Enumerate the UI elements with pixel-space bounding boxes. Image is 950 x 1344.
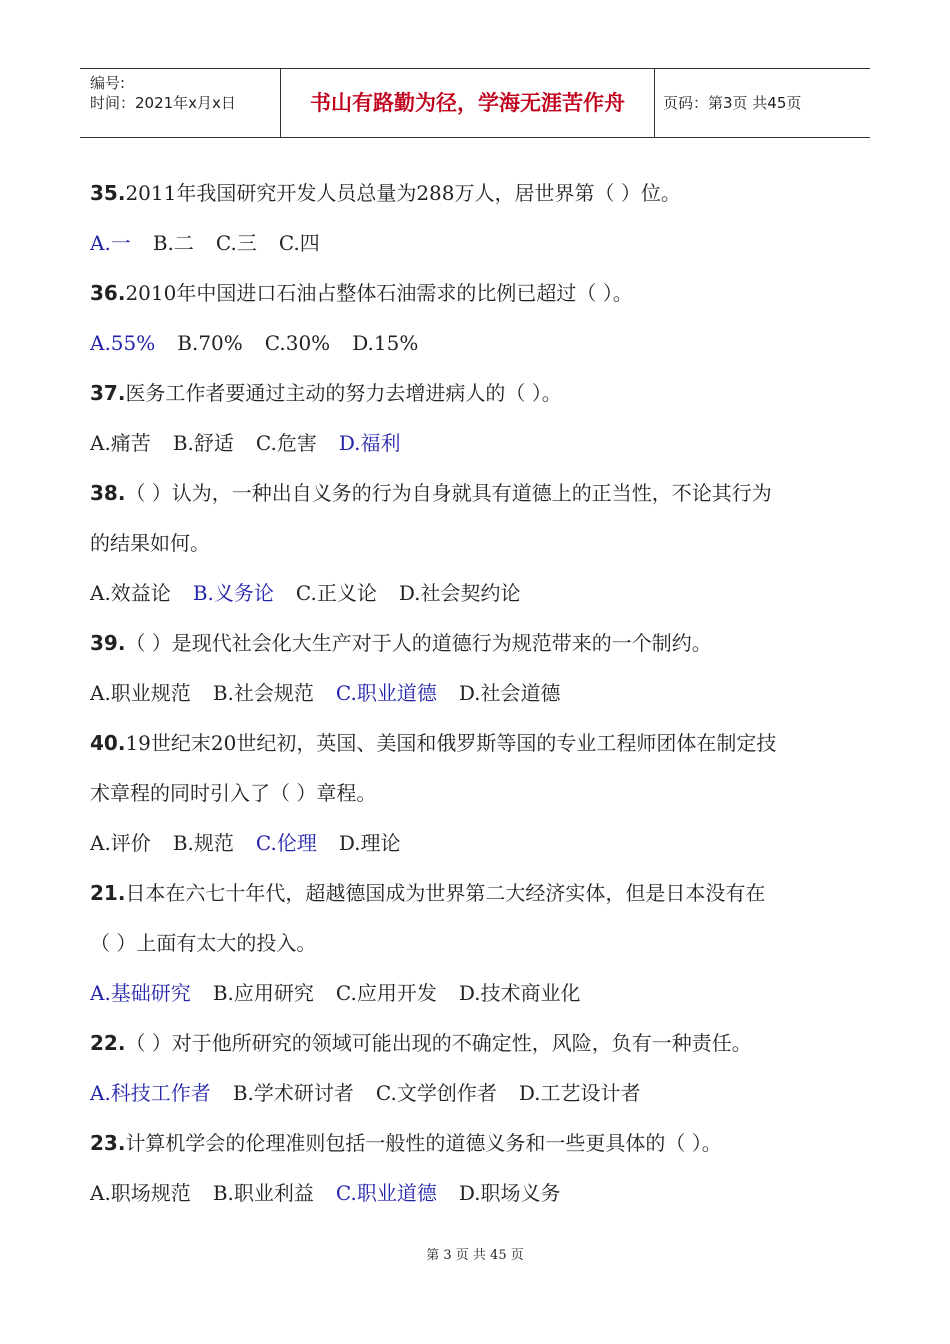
answer-options bbox=[90, 228, 870, 258]
question-number: 35. bbox=[90, 181, 126, 205]
question-text: 19世纪末20世纪初，英国、美国和俄罗斯等国的专业工程师团体在制定技 bbox=[125, 731, 777, 755]
question-stem bbox=[90, 718, 870, 768]
answer-option: B.舒适 bbox=[172, 431, 234, 455]
question-stem-continued bbox=[90, 918, 870, 968]
answer-options bbox=[90, 328, 870, 358]
answer-option: A.职场规范 bbox=[90, 1181, 191, 1205]
answer-option: C.30% bbox=[264, 331, 331, 355]
question-number: 23. bbox=[90, 1131, 126, 1155]
question-stem bbox=[90, 1018, 870, 1068]
answer-option: C.文学创作者 bbox=[375, 1081, 497, 1105]
answer-option-correct: A.一 bbox=[90, 231, 131, 255]
question-stem bbox=[90, 868, 870, 918]
question-text: 2010年中国进口石油占整体石油需求的比例已超过（ ）。 bbox=[125, 281, 633, 305]
serial-label: 编号: bbox=[90, 74, 126, 92]
answer-option: C.应用开发 bbox=[335, 981, 437, 1005]
answer-options bbox=[90, 978, 870, 1008]
question-text: （ ）是现代社会化大生产对于人的道德行为规范带来的一个制约。 bbox=[125, 631, 712, 655]
answer-options bbox=[90, 428, 870, 458]
question-number: 22. bbox=[90, 1031, 126, 1055]
answer-option: C.正义论 bbox=[295, 581, 377, 605]
page-footer: 第 3 页 共 45 页 bbox=[426, 1248, 524, 1263]
page-header bbox=[80, 68, 870, 138]
answer-option: C.四 bbox=[278, 231, 320, 255]
answer-options bbox=[90, 1078, 870, 1108]
question-number: 40. bbox=[90, 731, 126, 755]
answer-options bbox=[90, 828, 870, 858]
question-stem-continued bbox=[90, 518, 870, 568]
answer-option: A.效益论 bbox=[90, 581, 171, 605]
answer-option: B.职业利益 bbox=[212, 1181, 314, 1205]
question-text: 术章程的同时引入了（ ）章程。 bbox=[90, 781, 377, 805]
question-stem bbox=[90, 368, 870, 418]
answer-option: A.职业规范 bbox=[90, 681, 191, 705]
question-stem bbox=[90, 468, 870, 518]
answer-options bbox=[90, 578, 870, 608]
header-motto: 书山有路勤为径，学海无涯苦作舟 bbox=[280, 69, 655, 137]
answer-option: D.社会契约论 bbox=[398, 581, 521, 605]
answer-option-correct: C.职业道德 bbox=[335, 1181, 437, 1205]
answer-option: B.学术研讨者 bbox=[232, 1081, 354, 1105]
question-text: 医务工作者要通过主动的努力去增进病人的（ ）。 bbox=[125, 381, 562, 405]
question-text: 日本在六七十年代，超越德国成为世界第二大经济实体，但是日本没有在 bbox=[125, 881, 766, 905]
answer-options bbox=[90, 678, 870, 708]
question-number: 38. bbox=[90, 481, 126, 505]
header-page-info: 页码：第3页 共45页 bbox=[663, 94, 802, 112]
answer-option-correct: C.职业道德 bbox=[335, 681, 437, 705]
question-text: 计算机学会的伦理准则包括一般性的道德义务和一些更具体的（ ）。 bbox=[125, 1131, 722, 1155]
question-text: （ ）上面有太大的投入。 bbox=[90, 931, 317, 955]
question-stem bbox=[90, 1118, 870, 1168]
answer-option: D.理论 bbox=[338, 831, 401, 855]
answer-option: B.70% bbox=[177, 331, 243, 355]
answer-option-correct: C.伦理 bbox=[255, 831, 317, 855]
answer-option-correct: A.科技工作者 bbox=[90, 1081, 211, 1105]
header-meta bbox=[80, 69, 280, 137]
answer-option: A.痛苦 bbox=[90, 431, 151, 455]
date-label: 时间：2021年x月x日 bbox=[90, 94, 236, 112]
answer-option: D.职场义务 bbox=[458, 1181, 561, 1205]
question-stem bbox=[90, 618, 870, 668]
question-number: 39. bbox=[90, 631, 126, 655]
answer-option: B.应用研究 bbox=[212, 981, 314, 1005]
question-text: （ ）对于他所研究的领域可能出现的不确定性，风险，负有一种责任。 bbox=[125, 1031, 752, 1055]
answer-option-correct: A.55% bbox=[90, 331, 156, 355]
answer-option-correct: B.义务论 bbox=[192, 581, 274, 605]
answer-option: B.社会规范 bbox=[212, 681, 314, 705]
answer-option: D.15% bbox=[352, 331, 419, 355]
answer-options bbox=[90, 1178, 870, 1208]
question-text: 的结果如何。 bbox=[90, 531, 210, 555]
answer-option-correct: D.福利 bbox=[338, 431, 401, 455]
question-stem bbox=[90, 268, 870, 318]
answer-option: C.危害 bbox=[255, 431, 317, 455]
answer-option: A.评价 bbox=[90, 831, 151, 855]
answer-option: D.工艺设计者 bbox=[518, 1081, 641, 1105]
answer-option: D.技术商业化 bbox=[458, 981, 581, 1005]
question-stem bbox=[90, 168, 870, 218]
answer-option: D.社会道德 bbox=[458, 681, 561, 705]
answer-option: B.规范 bbox=[172, 831, 234, 855]
question-number: 37. bbox=[90, 381, 126, 405]
answer-option: B.二 bbox=[152, 231, 194, 255]
question-text: （ ）认为，一种出自义务的行为自身就具有道德上的正当性，不论其行为 bbox=[125, 481, 772, 505]
answer-option: C.三 bbox=[215, 231, 257, 255]
answer-option-correct: A.基础研究 bbox=[90, 981, 191, 1005]
question-stem-continued bbox=[90, 768, 870, 818]
question-text: 2011年我国研究开发人员总量为288万人，居世界第（ ）位。 bbox=[125, 181, 681, 205]
question-number: 36. bbox=[90, 281, 126, 305]
question-number: 21. bbox=[90, 881, 126, 905]
